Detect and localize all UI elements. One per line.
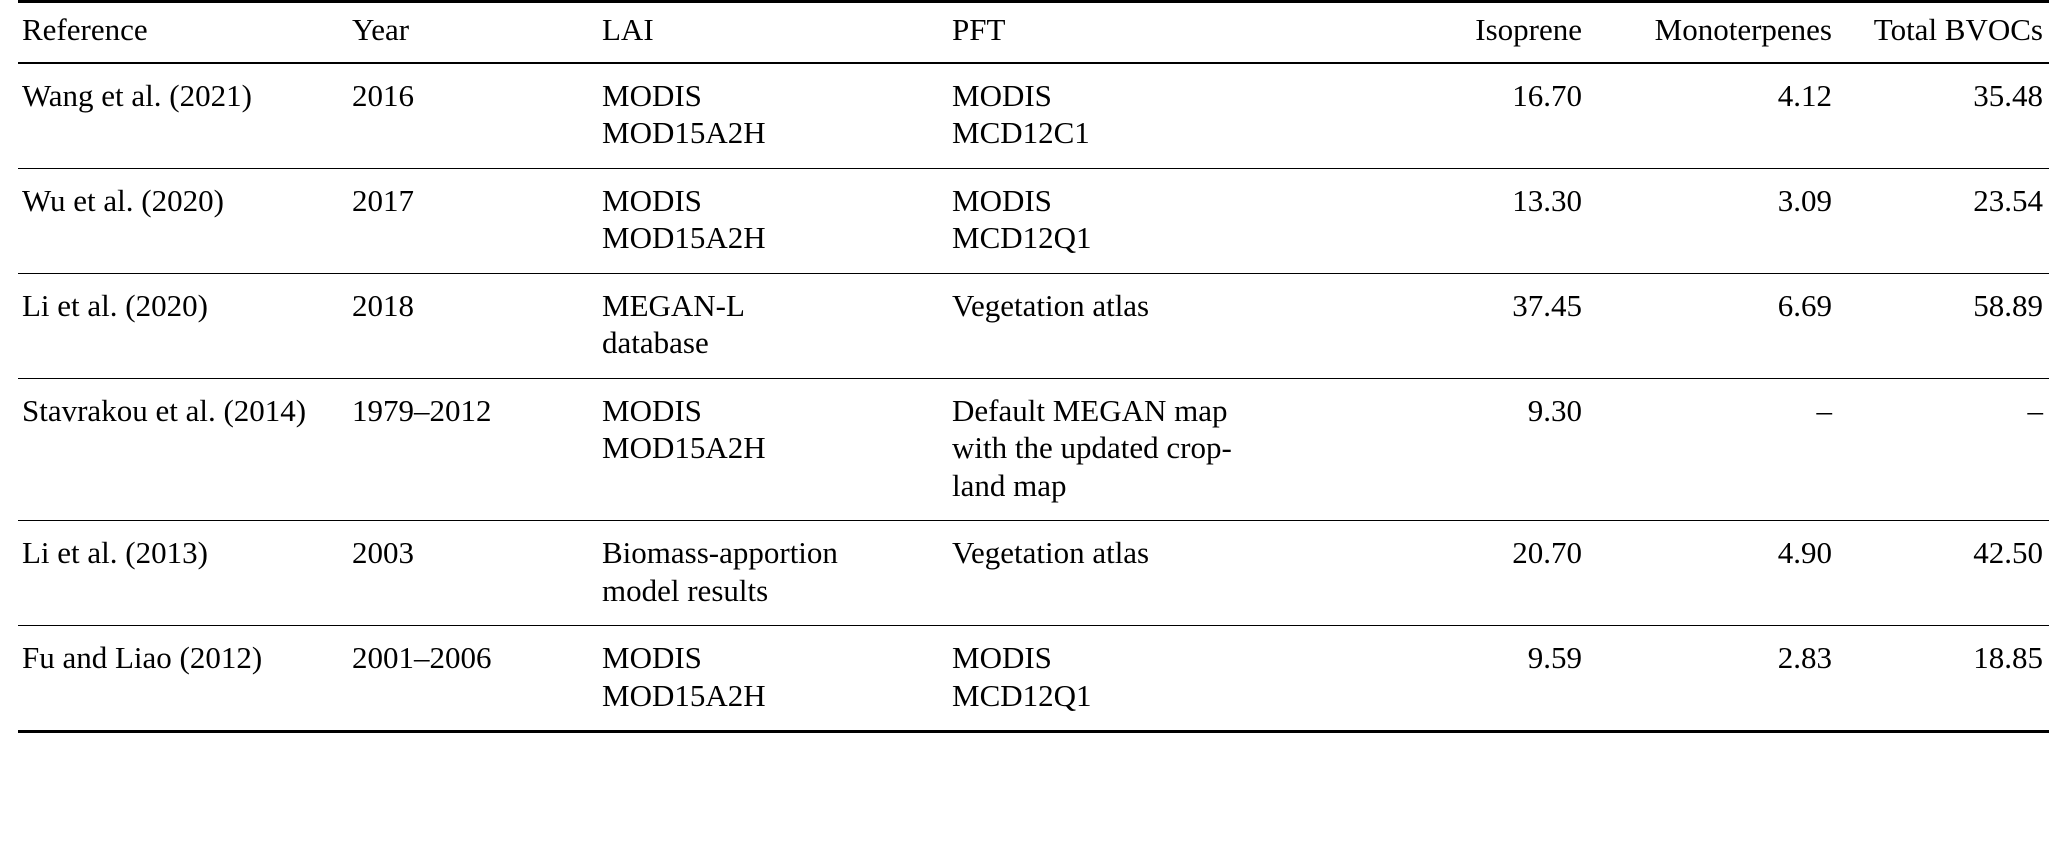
cell-lai-line1: MODIS xyxy=(602,640,702,675)
cell-pft xyxy=(948,378,1348,521)
cell-lai-line2: database xyxy=(602,325,709,360)
cell-lai xyxy=(598,626,948,732)
table-row xyxy=(18,273,2049,378)
cell-pft-line2: MCD12Q1 xyxy=(952,220,1092,255)
table-row xyxy=(18,378,2049,521)
cell-lai-line2: MOD15A2H xyxy=(602,430,766,465)
cell-lai xyxy=(598,63,948,169)
cell-lai-line2: model results xyxy=(602,572,769,608)
cell-lai-line2: MOD15A2H xyxy=(602,115,766,150)
cell-lai xyxy=(598,273,948,378)
cell-monoterpenes: 4.90 xyxy=(1588,521,1838,626)
cell-year: 2016 xyxy=(348,63,598,169)
cell-pft-line1: Vegetation atlas xyxy=(952,535,1150,570)
cell-isoprene: 9.59 xyxy=(1348,626,1588,732)
cell-year: 1979–2012 xyxy=(348,378,598,521)
cell-total-bvocs: 35.48 xyxy=(1838,63,2049,169)
cell-lai xyxy=(598,168,948,273)
bvoc-emissions-table xyxy=(18,0,2049,733)
table-header-row xyxy=(18,2,2049,63)
cell-year: 2001–2006 xyxy=(348,626,598,732)
cell-monoterpenes: 2.83 xyxy=(1588,626,1838,732)
column-header-reference: Reference xyxy=(18,2,348,63)
cell-year: 2017 xyxy=(348,168,598,273)
cell-pft-line1: MODIS xyxy=(952,640,1052,675)
cell-total-bvocs: 23.54 xyxy=(1838,168,2049,273)
cell-monoterpenes: 6.69 xyxy=(1588,273,1838,378)
cell-lai-line2: MOD15A2H xyxy=(602,220,766,255)
column-header-total-bvocs: Total BVOCs xyxy=(1838,2,2049,63)
cell-total-bvocs: – xyxy=(1838,378,2049,521)
cell-lai-line1: MODIS xyxy=(602,392,702,428)
cell-reference: Stavrakou et al. (2014) xyxy=(18,378,348,521)
cell-pft xyxy=(948,168,1348,273)
table-row xyxy=(18,168,2049,273)
cell-monoterpenes: 4.12 xyxy=(1588,63,1838,169)
cell-lai xyxy=(598,378,948,521)
cell-lai-line1: MODIS xyxy=(602,182,702,218)
cell-isoprene: 37.45 xyxy=(1348,273,1588,378)
column-header-pft: PFT xyxy=(948,2,1348,63)
cell-lai-line1: Biomass-apportion xyxy=(602,535,838,570)
cell-reference: Wu et al. (2020) xyxy=(18,168,348,273)
column-header-lai: LAI xyxy=(598,2,948,63)
cell-pft-line2: MCD12C1 xyxy=(952,115,1090,150)
cell-reference: Li et al. (2013) xyxy=(18,521,348,626)
column-header-isoprene: Isoprene xyxy=(1348,2,1588,63)
cell-pft-line2: with the updated crop- xyxy=(952,430,1232,465)
cell-pft-line1: Vegetation atlas xyxy=(952,287,1150,323)
cell-total-bvocs: 18.85 xyxy=(1838,626,2049,732)
table-row xyxy=(18,63,2049,169)
cell-pft xyxy=(948,63,1348,169)
table-header xyxy=(18,2,2049,63)
cell-pft-line1: MODIS xyxy=(952,182,1052,218)
table-row xyxy=(18,521,2049,626)
cell-isoprene: 16.70 xyxy=(1348,63,1588,169)
table-body xyxy=(18,63,2049,732)
cell-pft xyxy=(948,626,1348,732)
cell-pft-line1: Default MEGAN map xyxy=(952,392,1228,428)
cell-total-bvocs: 58.89 xyxy=(1838,273,2049,378)
cell-year: 2018 xyxy=(348,273,598,378)
cell-monoterpenes: 3.09 xyxy=(1588,168,1838,273)
cell-reference: Wang et al. (2021) xyxy=(18,63,348,169)
column-header-monoterpenes: Monoterpenes xyxy=(1588,2,1838,63)
cell-pft-line2: MCD12Q1 xyxy=(952,677,1092,713)
table-row xyxy=(18,626,2049,732)
cell-year: 2003 xyxy=(348,521,598,626)
cell-lai xyxy=(598,521,948,626)
cell-total-bvocs: 42.50 xyxy=(1838,521,2049,626)
cell-reference: Fu and Liao (2012) xyxy=(18,626,348,732)
cell-monoterpenes: – xyxy=(1588,378,1838,521)
cell-lai-line1: MODIS xyxy=(602,77,702,113)
column-header-year: Year xyxy=(348,2,598,63)
cell-lai-line2: MOD15A2H xyxy=(602,677,766,713)
cell-reference: Li et al. (2020) xyxy=(18,273,348,378)
cell-pft xyxy=(948,273,1348,378)
cell-isoprene: 20.70 xyxy=(1348,521,1588,626)
cell-pft-line3: land map xyxy=(952,467,1067,503)
cell-isoprene: 9.30 xyxy=(1348,378,1588,521)
cell-pft xyxy=(948,521,1348,626)
cell-pft-line1: MODIS xyxy=(952,77,1052,113)
cell-lai-line1: MEGAN-L xyxy=(602,287,745,323)
cell-isoprene: 13.30 xyxy=(1348,168,1588,273)
